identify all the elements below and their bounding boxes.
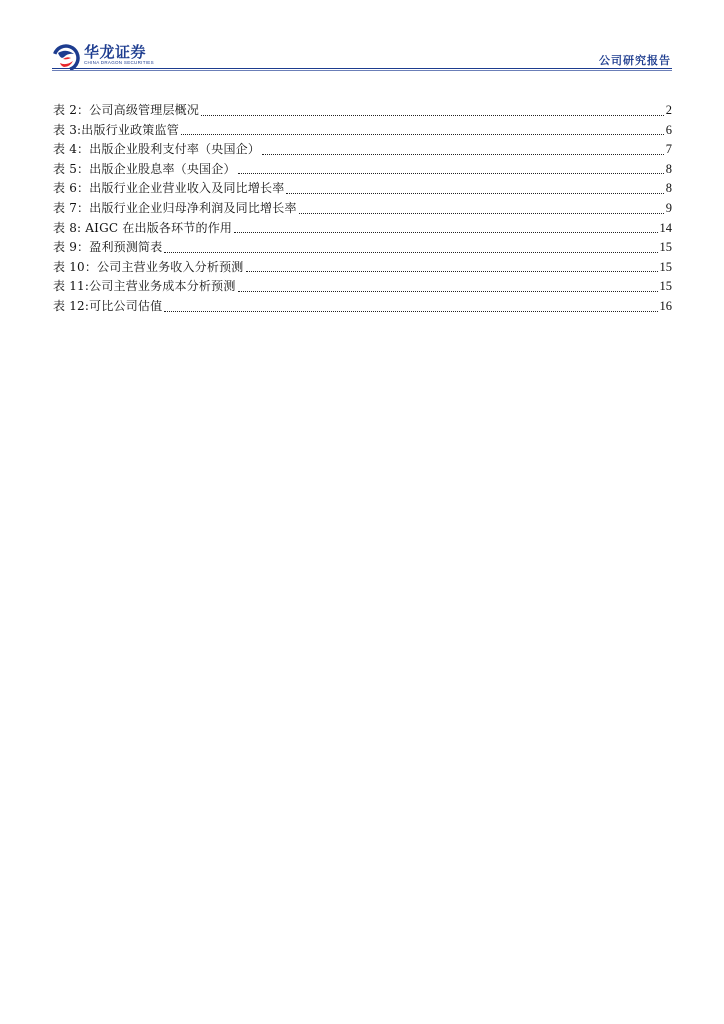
toc-entry[interactable]: [53, 140, 672, 160]
logo-chinese-name: 华龙证券: [84, 43, 147, 61]
toc-dot-leader: [246, 270, 658, 272]
toc-dot-leader: [238, 172, 664, 174]
toc-entry-label: 表 10：公司主营业务收入分析预测: [53, 259, 244, 274]
toc-dot-leader: [299, 212, 664, 214]
toc-entry-label: 表 9：盈利预测简表: [53, 240, 163, 255]
toc-entry-page-number: 9: [665, 200, 672, 215]
toc-entry-label: 表 8: AIGC 在出版各环节的作用: [53, 220, 233, 235]
toc-entry-label: 表 7：出版行业企业归母净利润及同比增长率: [53, 200, 297, 215]
toc-dot-leader: [262, 153, 664, 155]
toc-entry-page-number: 8: [665, 181, 672, 196]
toc-entry-label: 表 6：出版行业企业营业收入及同比增长率: [53, 181, 285, 196]
header-divider-thin: [52, 70, 672, 71]
toc-entry[interactable]: [53, 297, 672, 317]
toc-entry-page-number: 6: [665, 122, 672, 137]
toc-dot-leader: [164, 310, 657, 312]
toc-entry-label: 表 12:可比公司估值: [53, 298, 163, 313]
table-of-tables: [53, 101, 672, 317]
toc-dot-leader: [234, 231, 657, 233]
toc-entry[interactable]: [53, 258, 672, 278]
toc-dot-leader: [238, 290, 658, 292]
toc-entry-label: 表 11:公司主营业务成本分析预测: [53, 279, 236, 294]
page-header: [0, 0, 724, 80]
toc-entry[interactable]: [53, 121, 672, 141]
toc-entry-label: 表 5：出版企业股息率（央国企）: [53, 161, 236, 176]
toc-entry[interactable]: [53, 199, 672, 219]
toc-dot-leader: [164, 251, 657, 253]
toc-entry[interactable]: [53, 219, 672, 239]
toc-entry-page-number: 15: [659, 259, 672, 274]
toc-entry[interactable]: [53, 101, 672, 121]
toc-entry-page-number: 7: [665, 142, 672, 157]
toc-entry-page-number: 16: [659, 298, 672, 313]
toc-entry-page-number: 2: [665, 103, 672, 117]
toc-entry-page-number: 14: [659, 220, 672, 235]
header-divider: [52, 68, 672, 69]
toc-entry[interactable]: [53, 160, 672, 180]
toc-entry[interactable]: [53, 277, 672, 297]
toc-entry[interactable]: [53, 179, 672, 199]
toc-dot-leader: [201, 114, 664, 116]
toc-entry-page-number: 15: [659, 279, 672, 294]
toc-entry-label: 表 2：公司高级管理层概况: [53, 103, 200, 117]
toc-entry-page-number: 15: [659, 240, 672, 255]
toc-entry-label: 表 3:出版行业政策监管: [53, 122, 179, 137]
logo-english-name: CHINA DRAGON SECURITIES: [84, 60, 154, 65]
report-type-label: 公司研究报告: [599, 54, 671, 67]
toc-entry-page-number: 8: [665, 161, 672, 176]
toc-entry[interactable]: [53, 238, 672, 258]
toc-entry-label: 表 4：出版企业股利支付率（央国企）: [53, 142, 261, 157]
toc-dot-leader: [286, 192, 663, 194]
toc-dot-leader: [181, 133, 664, 135]
